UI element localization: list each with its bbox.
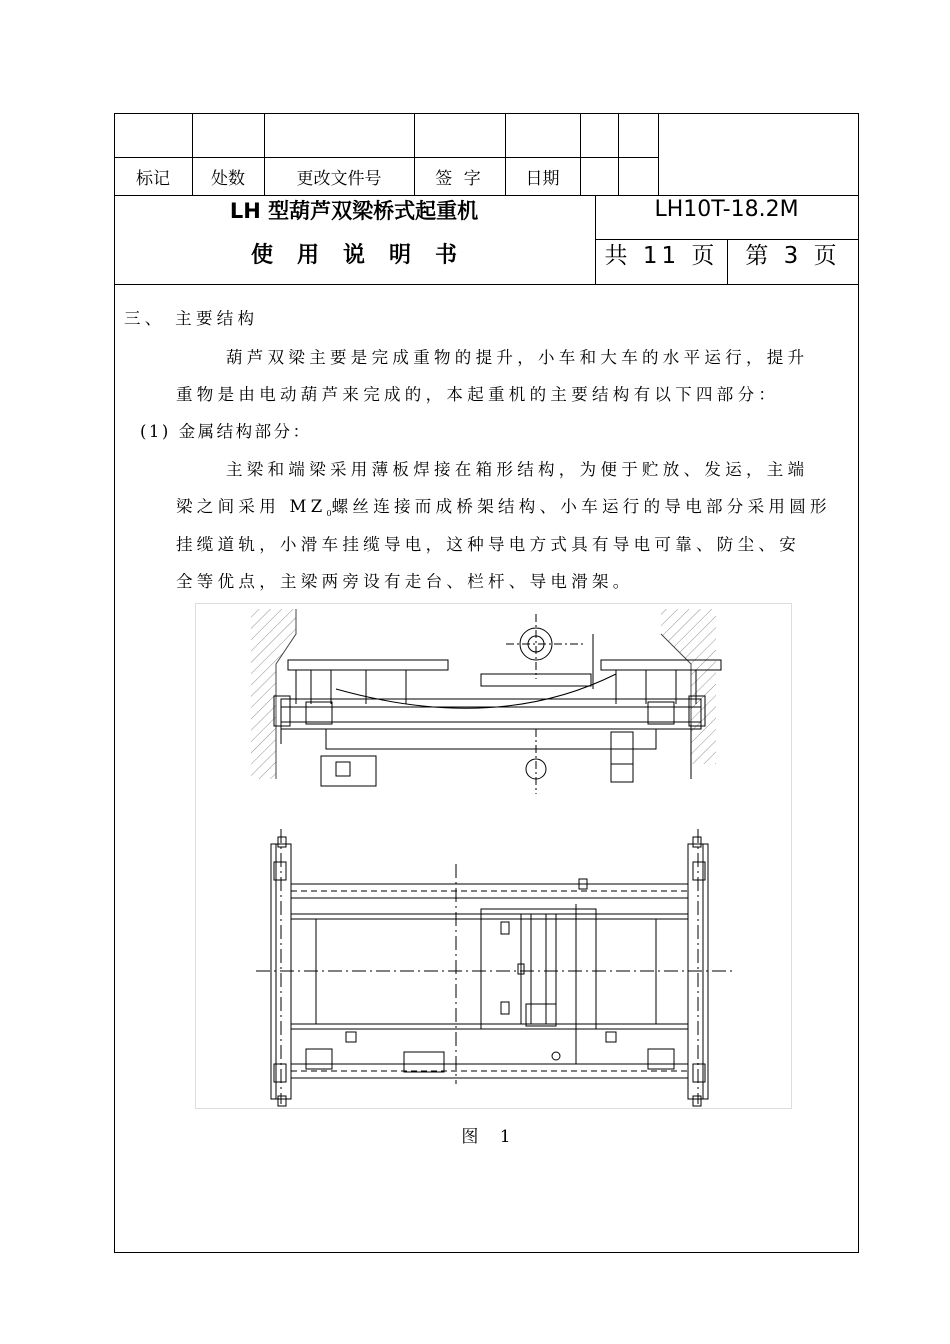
trolley-wheel [501, 1002, 509, 1014]
electrical-box [611, 732, 633, 782]
para2-line3: 挂缆道轨，小滑车挂缆导电，这种导电方式具有导电可靠、防尘、安 [176, 535, 800, 554]
left-wheel-motor [306, 702, 332, 724]
cab-window [336, 762, 350, 776]
rev-header-date: 日期 [525, 169, 560, 189]
trolley-frame [481, 674, 591, 686]
para2-line4: 全等优点，主梁两旁设有走台、栏杆、导电滑架。 [176, 572, 634, 591]
rev-header-sign: 签 字 [435, 169, 484, 189]
bolt [552, 1052, 560, 1060]
rev-col-line [580, 113, 581, 195]
buffer [606, 1032, 616, 1042]
elevation-view [251, 609, 721, 794]
right-travel-motor [648, 1049, 674, 1069]
document-code: LH10T-18.2M [654, 196, 799, 222]
plan-view [256, 829, 736, 1106]
left-wall-hatch [251, 609, 296, 779]
control-panel [404, 1052, 444, 1072]
crane-technical-drawing [196, 604, 791, 1108]
rev-header-count: 处数 [211, 169, 245, 189]
sub-heading: (1) 金属结构部分： [140, 422, 312, 441]
girder-lower [326, 729, 656, 749]
document-subtitle: 使用说明书 [250, 242, 481, 268]
control-cab [321, 756, 376, 786]
para1-line1: 葫芦双梁主要是完成重物的提升，小车和大车的水平运行，提升 [226, 348, 809, 367]
left-travel-motor [306, 1049, 332, 1069]
crane-drawing-figure [195, 603, 792, 1109]
rev-header-mark: 标记 [136, 169, 170, 189]
main-girder [281, 699, 701, 729]
main-girder-top [291, 884, 688, 898]
right-wheel-motor [648, 702, 674, 724]
end-bolt [693, 1096, 701, 1106]
end-bolt [693, 837, 701, 847]
para2-line1: 主梁和端梁采用薄板焊接在箱形结构，为便于贮放、发运，主端 [226, 460, 809, 479]
para2-line2-part-a: 梁之间采用 MZ [176, 497, 327, 516]
section-heading: 三、 主要结构 [124, 309, 259, 328]
cable-curve [336, 674, 616, 708]
top-walkway [288, 660, 448, 670]
trolley [481, 909, 596, 1029]
para2-line2 [176, 493, 831, 518]
figure-caption: 图 1 [461, 1127, 519, 1147]
main-girder-bottom [291, 1064, 688, 1078]
rev-col-line [618, 113, 619, 195]
buffer [346, 1032, 356, 1042]
trolley-wheel [501, 922, 509, 934]
page-total: 共 11 页 [604, 242, 719, 269]
para2-subscript: 0 [326, 509, 332, 518]
end-bolt [278, 837, 286, 847]
para1-line2: 重物是由电动葫芦来完成的，本起重机的主要结构有以下四部分： [176, 385, 780, 404]
right-wall-hatch [661, 609, 716, 764]
document-title: LH 型葫芦双梁桥式起重机 [229, 199, 479, 223]
rev-header-docno: 更改文件号 [296, 169, 382, 189]
page-current: 第 3 页 [745, 242, 841, 269]
end-bolt [278, 1096, 286, 1106]
rev-col-line [658, 113, 659, 195]
body-divider [114, 284, 859, 285]
para2-line2-part-b: 螺丝连接而成桥架结构、小车运行的导电部分采用圆形 [331, 497, 831, 516]
